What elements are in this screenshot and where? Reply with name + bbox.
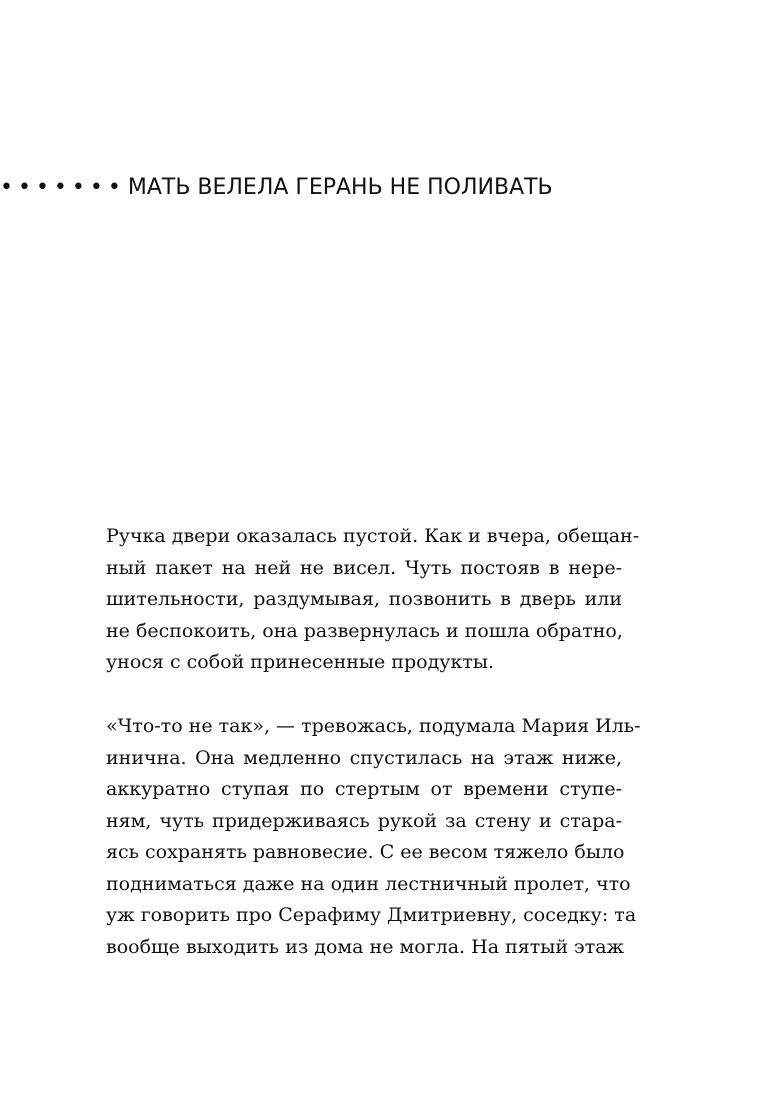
paragraph-1 [106,521,640,679]
chapter-title: МАТЬ ВЕЛЕЛА ГЕРАНЬ НЕ ПОЛИВАТЬ [127,175,553,200]
text-line: ясь сохранять равновесие. С ее весом тяжело было [106,841,625,863]
paragraph-2 [106,711,641,963]
text-line: подниматься даже на один лестничный пролет, что [106,872,631,895]
text-line: ный пакет на ней не висел. Чуть постояв в нере- [106,556,622,579]
text-line: ням, чуть придерживаясь рукой за стену и стара- [106,809,622,832]
text-line: Ручка двери оказалась пустой. Как и вчера, обещан- [106,525,640,547]
text-line: шительности, раздумывая, позвонить в дверь или [106,588,622,610]
text-line: вообще выходить из дома не могла. На пятый этаж [106,935,625,958]
text-line: не беспокоить, она развернулась и пошла обратно, [106,619,623,642]
text-line: унося с собой принесенные продукты. [106,651,494,673]
chapter-heading [0,171,768,205]
text-line: инична. Она медленно спустилась на этаж ниже, [106,746,622,769]
text-line: аккуратно ступая по стертым от времени ступе- [106,778,622,800]
heading-dots: ••••••• [0,175,126,200]
text-line: «Что-то не так», — тревожась, подумала Мария Иль- [106,715,641,737]
text-line: уж говорить про Серафиму Дмитриевну, соседку: та [106,904,637,926]
